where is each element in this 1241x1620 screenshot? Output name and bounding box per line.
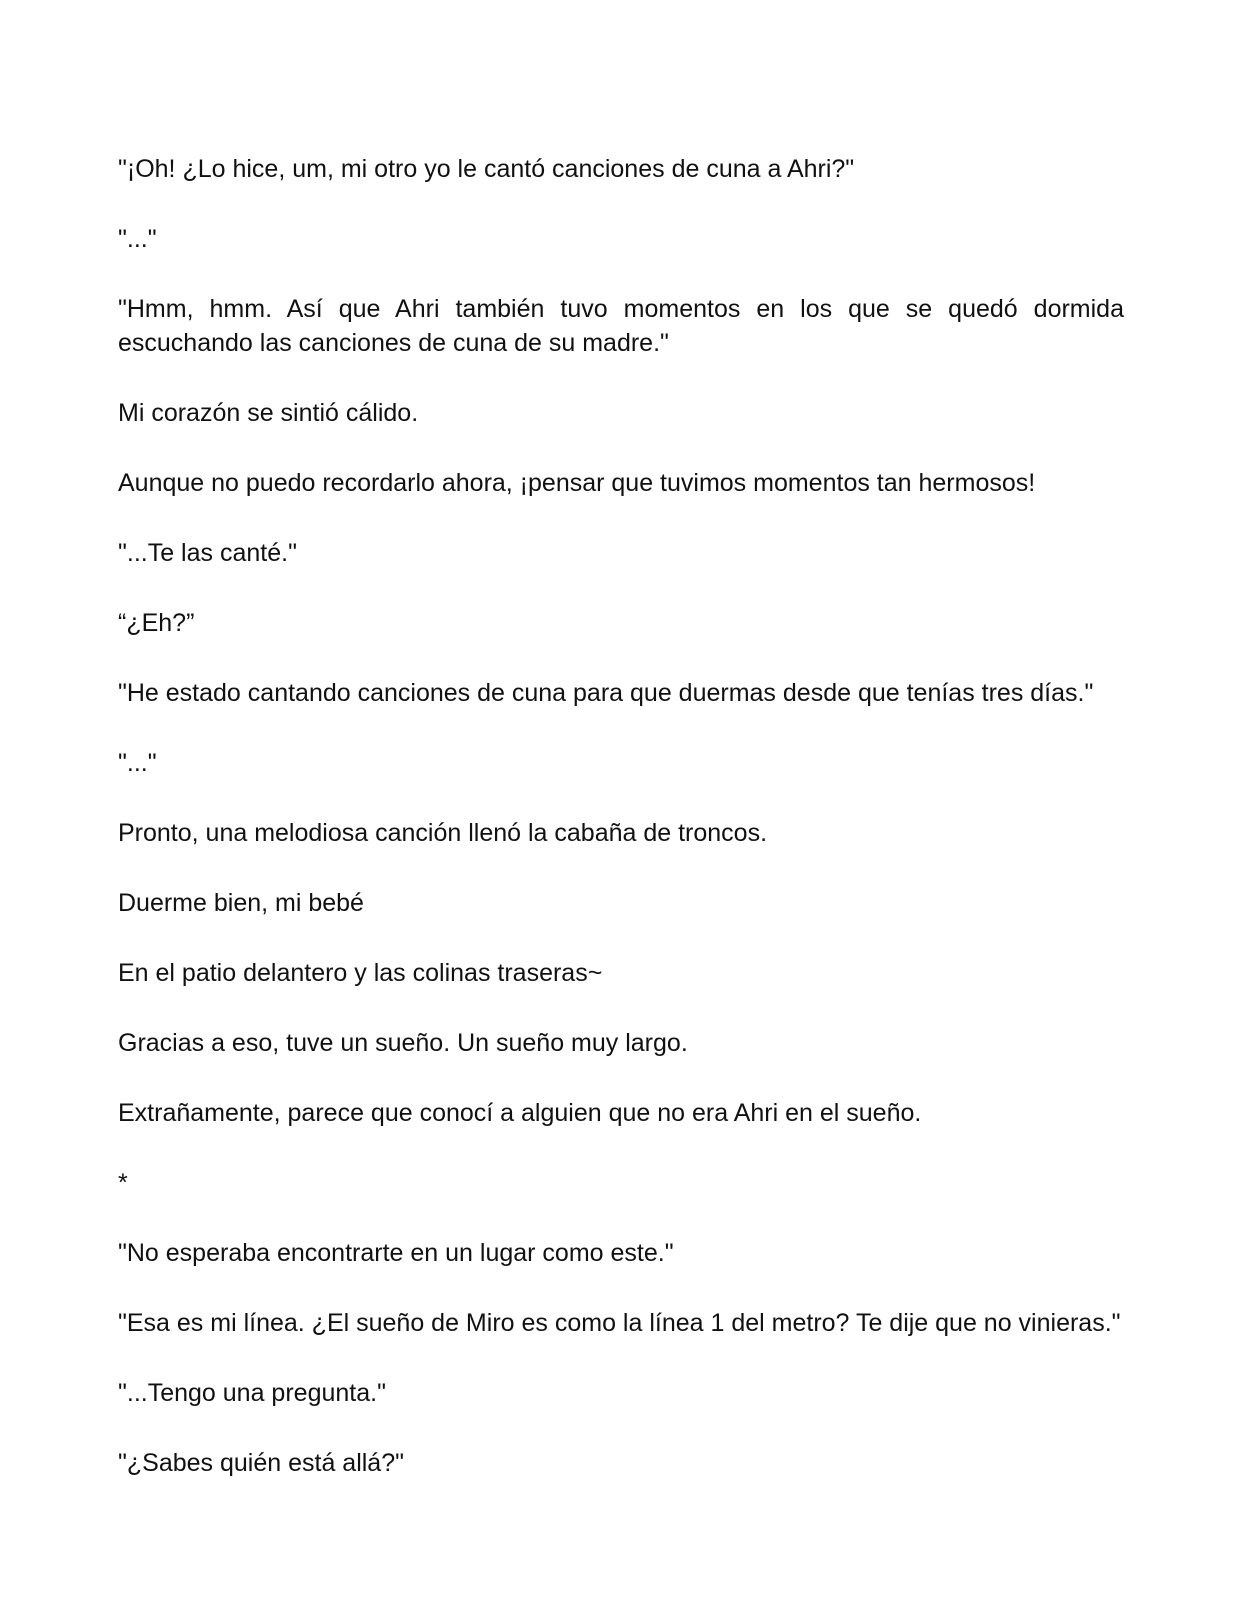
paragraph: "No esperaba encontrarte en un lugar como este." xyxy=(118,1239,674,1267)
paragraph: Extrañamente, parece que conocí a alguien que no era Ahri en el sueño. xyxy=(118,1099,922,1127)
paragraph: En el patio delantero y las colinas traseras~ xyxy=(118,959,603,987)
document-text-body xyxy=(118,152,1124,1480)
paragraph: "..." xyxy=(118,225,157,253)
paragraph: "..." xyxy=(118,749,157,777)
paragraph: Mi corazón se sintió cálido. xyxy=(118,399,419,427)
paragraph: Gracias a eso, tuve un sueño. Un sueño muy largo. xyxy=(118,1029,688,1057)
paragraph: "...Te las canté." xyxy=(118,539,297,567)
scene-break: * xyxy=(118,1169,128,1197)
paragraph: "...Tengo una pregunta." xyxy=(118,1379,386,1407)
paragraph: "Esa es mi línea. ¿El sueño de Miro es como la línea 1 del metro? Te dije que no vinieras." xyxy=(118,1309,1121,1337)
paragraph: "¡Oh! ¿Lo hice, um, mi otro yo le cantó canciones de cuna a Ahri?" xyxy=(118,155,855,183)
paragraph: Duerme bien, mi bebé xyxy=(118,889,364,917)
paragraph: "¿Sabes quién está allá?" xyxy=(118,1449,404,1477)
paragraph: “¿Eh?” xyxy=(118,609,195,637)
paragraph: Pronto, una melodiosa canción llenó la cabaña de troncos. xyxy=(118,819,768,847)
paragraph: "Hmm, hmm. Así que Ahri también tuvo momentos en los que se quedó dormida escuchando las canciones de cuna de su madre." xyxy=(118,295,1124,357)
paragraph: "He estado cantando canciones de cuna para que duermas desde que tenías tres días." xyxy=(118,679,1094,707)
paragraph: Aunque no puedo recordarlo ahora, ¡pensar que tuvimos momentos tan hermosos! xyxy=(118,469,1036,497)
